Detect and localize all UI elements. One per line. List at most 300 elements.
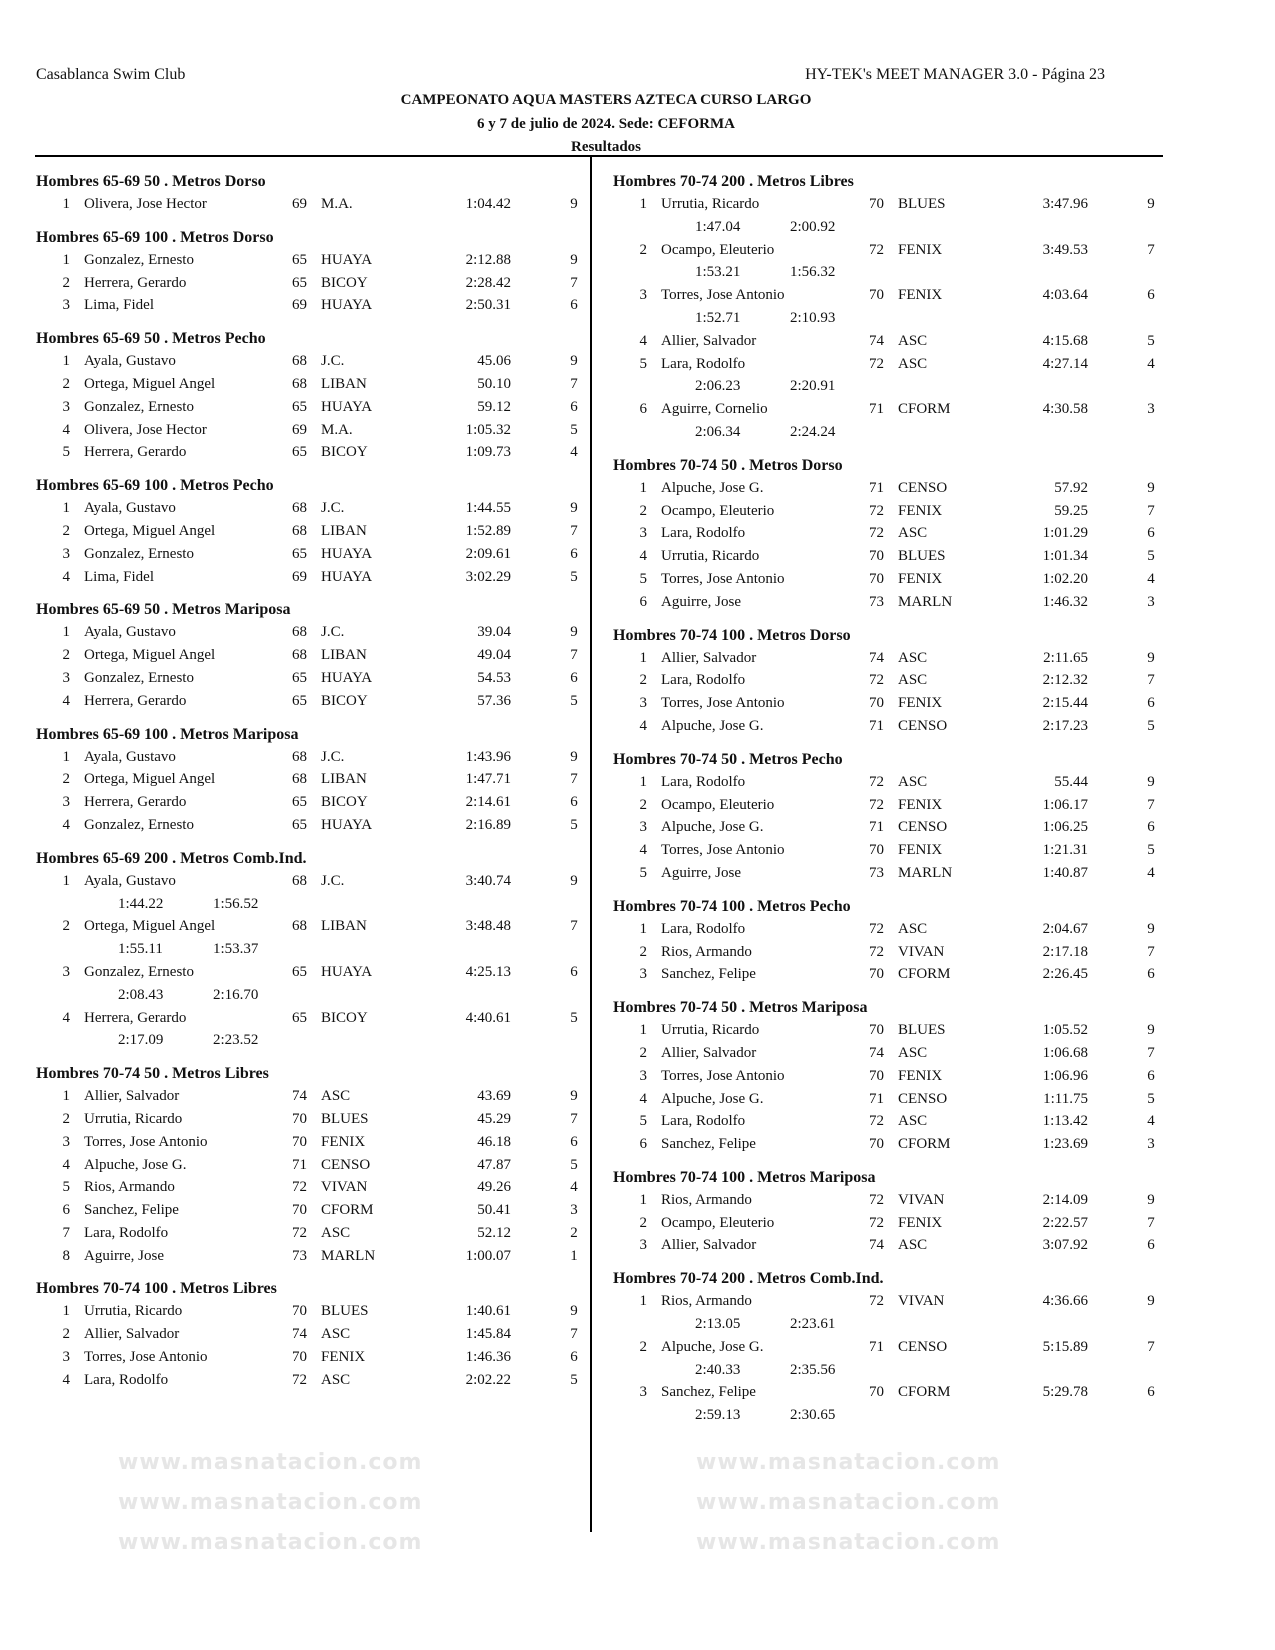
result-place: 3 bbox=[62, 794, 70, 811]
result-place: 5 bbox=[639, 1113, 647, 1130]
result-name: Ocampo, Eleuterio bbox=[661, 796, 775, 813]
split-time: 1:56.32 bbox=[790, 264, 836, 281]
result-name: Torres, Jose Antonio bbox=[661, 287, 785, 304]
result-points: 7 bbox=[570, 522, 578, 539]
result-name: Torres, Jose Antonio bbox=[661, 695, 785, 712]
result-row bbox=[36, 566, 576, 589]
result-team: FENIX bbox=[321, 1133, 366, 1150]
result-name: Allier, Salvador bbox=[661, 1237, 757, 1254]
result-team: CENSO bbox=[321, 1156, 371, 1173]
club-name: Casablanca Swim Club bbox=[36, 66, 186, 83]
result-row bbox=[613, 771, 1153, 794]
result-time: 2:26.45 bbox=[1042, 966, 1088, 983]
result-team: J.C. bbox=[321, 353, 345, 370]
result-team: BLUES bbox=[321, 1303, 369, 1320]
event-title: Hombres 65-69 50 . Metros Mariposa bbox=[36, 601, 291, 619]
result-time: 3:07.92 bbox=[1042, 1237, 1088, 1254]
split-row bbox=[613, 307, 1153, 330]
result-row bbox=[613, 1042, 1153, 1065]
result-team: FENIX bbox=[321, 1349, 366, 1366]
result-place: 2 bbox=[639, 502, 647, 519]
result-points: 9 bbox=[1147, 649, 1155, 666]
result-points: 9 bbox=[570, 196, 578, 212]
result-place: 5 bbox=[62, 1179, 70, 1196]
result-place: 1 bbox=[62, 196, 70, 212]
result-place: 3 bbox=[639, 695, 647, 712]
result-row bbox=[36, 1131, 576, 1154]
result-time: 57.36 bbox=[477, 692, 511, 709]
result-name: Torres, Jose Antonio bbox=[661, 842, 785, 859]
result-team: ASC bbox=[321, 1224, 351, 1241]
result-age: 72 bbox=[869, 773, 884, 790]
result-name: Sanchez, Felipe bbox=[84, 1202, 179, 1219]
result-row bbox=[613, 1189, 1153, 1212]
split-time: 2:00.92 bbox=[790, 218, 836, 235]
result-name: Urrutia, Ricardo bbox=[661, 548, 760, 565]
result-name: Lara, Rodolfo bbox=[661, 672, 746, 689]
result-name: Ortega, Miguel Angel bbox=[84, 375, 216, 392]
result-points: 7 bbox=[570, 918, 578, 935]
result-name: Ayala, Gustavo bbox=[84, 748, 176, 765]
result-place: 5 bbox=[639, 355, 647, 372]
result-row bbox=[36, 1007, 576, 1030]
result-team: CFORM bbox=[898, 1384, 951, 1401]
result-points: 6 bbox=[570, 297, 578, 314]
event-block bbox=[36, 1062, 576, 1267]
result-team: ASC bbox=[321, 1326, 351, 1343]
event-title: Hombres 70-74 50 . Metros Libres bbox=[36, 1065, 269, 1083]
result-points: 7 bbox=[1147, 502, 1155, 519]
result-age: 72 bbox=[292, 1179, 307, 1196]
result-team: J.C. bbox=[321, 500, 345, 517]
split-row bbox=[36, 938, 576, 961]
result-time: 4:30.58 bbox=[1042, 401, 1088, 418]
result-name: Herrera, Gerardo bbox=[84, 1009, 187, 1026]
result-place: 3 bbox=[639, 287, 647, 304]
watermark: www.masnatacion.com bbox=[118, 1490, 423, 1515]
result-place: 4 bbox=[62, 692, 70, 709]
result-points: 9 bbox=[1147, 1293, 1155, 1310]
result-team: BICOY bbox=[321, 1009, 368, 1026]
result-age: 72 bbox=[869, 1113, 884, 1130]
result-place: 1 bbox=[639, 196, 647, 212]
result-age: 65 bbox=[292, 963, 307, 980]
result-place: 6 bbox=[639, 401, 647, 418]
split-row bbox=[613, 1359, 1153, 1382]
result-time: 3:49.53 bbox=[1042, 241, 1088, 258]
result-team: ASC bbox=[898, 920, 928, 937]
result-name: Alpuche, Jose G. bbox=[661, 479, 764, 496]
result-time: 46.18 bbox=[477, 1133, 511, 1150]
result-points: 5 bbox=[570, 692, 578, 709]
result-time: 2:22.57 bbox=[1042, 1214, 1088, 1231]
result-time: 2:16.89 bbox=[465, 816, 511, 833]
result-time: 1:45.84 bbox=[465, 1326, 511, 1343]
result-time: 47.87 bbox=[477, 1156, 511, 1173]
result-name: Alpuche, Jose G. bbox=[661, 1338, 764, 1355]
result-team: BICOY bbox=[321, 794, 368, 811]
result-time: 4:40.61 bbox=[465, 1009, 511, 1026]
result-team: VIVAN bbox=[898, 1293, 945, 1310]
result-place: 1 bbox=[62, 500, 70, 517]
result-place: 2 bbox=[639, 1338, 647, 1355]
result-time: 52.12 bbox=[477, 1224, 511, 1241]
result-age: 68 bbox=[292, 771, 307, 788]
split-time: 2:30.65 bbox=[790, 1407, 836, 1424]
result-row bbox=[613, 284, 1153, 307]
split-row bbox=[613, 421, 1153, 444]
result-points: 7 bbox=[1147, 1044, 1155, 1061]
result-place: 1 bbox=[62, 872, 70, 889]
split-time: 2:20.91 bbox=[790, 378, 836, 395]
result-name: Torres, Jose Antonio bbox=[84, 1349, 208, 1366]
split-time: 2:24.24 bbox=[790, 423, 836, 440]
result-team: BICOY bbox=[321, 274, 368, 291]
result-place: 1 bbox=[639, 1191, 647, 1208]
column-divider bbox=[590, 157, 592, 1532]
result-place: 4 bbox=[62, 1156, 70, 1173]
result-points: 7 bbox=[570, 771, 578, 788]
result-time: 1:46.36 bbox=[465, 1349, 511, 1366]
event-block bbox=[613, 996, 1153, 1156]
result-name: Ayala, Gustavo bbox=[84, 624, 176, 641]
event-block bbox=[36, 847, 576, 1052]
result-age: 72 bbox=[869, 943, 884, 960]
result-name: Lara, Rodolfo bbox=[661, 920, 746, 937]
event-title: Hombres 65-69 200 . Metros Comb.Ind. bbox=[36, 849, 307, 867]
result-team: J.C. bbox=[321, 748, 345, 765]
result-place: 2 bbox=[62, 375, 70, 392]
event-block bbox=[613, 170, 1153, 444]
result-name: Lima, Fidel bbox=[84, 297, 154, 314]
result-age: 72 bbox=[869, 920, 884, 937]
result-age: 72 bbox=[869, 502, 884, 519]
split-time: 2:13.05 bbox=[695, 1316, 741, 1333]
result-row bbox=[36, 768, 576, 791]
result-time: 1:21.31 bbox=[1042, 842, 1088, 859]
result-place: 6 bbox=[62, 1202, 70, 1219]
result-points: 5 bbox=[570, 816, 578, 833]
result-name: Ayala, Gustavo bbox=[84, 872, 176, 889]
result-name: Herrera, Gerardo bbox=[84, 794, 187, 811]
result-row bbox=[613, 1019, 1153, 1042]
result-name: Ocampo, Eleuterio bbox=[661, 241, 775, 258]
result-team: LIBAN bbox=[321, 522, 367, 539]
result-age: 68 bbox=[292, 500, 307, 517]
result-age: 68 bbox=[292, 624, 307, 641]
result-team: LIBAN bbox=[321, 918, 367, 935]
result-row bbox=[36, 1346, 576, 1369]
result-place: 3 bbox=[639, 1237, 647, 1254]
event-title: Hombres 65-69 100 . Metros Pecho bbox=[36, 477, 274, 495]
result-place: 2 bbox=[639, 943, 647, 960]
result-row bbox=[613, 568, 1153, 591]
result-time: 1:05.52 bbox=[1042, 1022, 1088, 1039]
result-age: 71 bbox=[292, 1156, 307, 1173]
result-name: Lara, Rodolfo bbox=[661, 1113, 746, 1130]
result-age: 68 bbox=[292, 647, 307, 664]
result-name: Lara, Rodolfo bbox=[84, 1371, 169, 1388]
result-time: 49.04 bbox=[477, 647, 511, 664]
result-age: 72 bbox=[292, 1371, 307, 1388]
result-age: 72 bbox=[869, 355, 884, 372]
result-team: J.C. bbox=[321, 624, 345, 641]
result-name: Sanchez, Felipe bbox=[661, 966, 756, 983]
split-time: 1:52.71 bbox=[695, 309, 741, 326]
event-block bbox=[613, 1267, 1153, 1427]
result-row bbox=[36, 621, 576, 644]
result-name: Alpuche, Jose G. bbox=[661, 819, 764, 836]
result-row bbox=[613, 816, 1153, 839]
result-row bbox=[613, 1133, 1153, 1156]
split-row bbox=[613, 375, 1153, 398]
result-place: 1 bbox=[62, 353, 70, 370]
result-place: 4 bbox=[62, 1371, 70, 1388]
result-time: 4:27.14 bbox=[1042, 355, 1088, 372]
result-place: 3 bbox=[62, 297, 70, 314]
result-name: Aguirre, Cornelio bbox=[661, 401, 768, 418]
result-name: Allier, Salvador bbox=[661, 649, 757, 666]
result-points: 9 bbox=[570, 500, 578, 517]
result-time: 54.53 bbox=[477, 669, 511, 686]
result-row bbox=[36, 350, 576, 373]
result-row bbox=[613, 647, 1153, 670]
result-time: 1:46.32 bbox=[1042, 593, 1088, 610]
result-team: HUAYA bbox=[321, 251, 373, 268]
result-age: 65 bbox=[292, 398, 307, 415]
result-name: Gonzalez, Ernesto bbox=[84, 816, 194, 833]
event-title: Hombres 70-74 100 . Metros Mariposa bbox=[613, 1168, 876, 1186]
result-points: 4 bbox=[1147, 864, 1155, 881]
result-points: 7 bbox=[1147, 672, 1155, 689]
result-team: CFORM bbox=[321, 1202, 374, 1219]
result-points: 6 bbox=[570, 669, 578, 686]
result-time: 1:06.25 bbox=[1042, 819, 1088, 836]
result-row bbox=[613, 1336, 1153, 1359]
result-team: BICOY bbox=[321, 692, 368, 709]
split-row bbox=[613, 216, 1153, 239]
result-name: Rios, Armando bbox=[661, 943, 752, 960]
event-block bbox=[36, 474, 576, 588]
result-team: HUAYA bbox=[321, 297, 373, 314]
result-place: 1 bbox=[62, 1088, 70, 1105]
result-place: 1 bbox=[639, 1293, 647, 1310]
result-name: Olivera, Jose Hector bbox=[84, 196, 207, 212]
result-team: BICOY bbox=[321, 444, 368, 461]
result-age: 72 bbox=[869, 241, 884, 258]
result-age: 72 bbox=[869, 796, 884, 813]
result-place: 1 bbox=[62, 1303, 70, 1320]
result-points: 7 bbox=[1147, 796, 1155, 813]
result-team: HUAYA bbox=[321, 816, 373, 833]
result-row bbox=[36, 1369, 576, 1392]
result-team: ASC bbox=[898, 649, 928, 666]
result-time: 1:04.42 bbox=[465, 196, 511, 212]
result-points: 9 bbox=[570, 872, 578, 889]
watermark: www.masnatacion.com bbox=[696, 1490, 1001, 1515]
result-row bbox=[613, 1381, 1153, 1404]
result-team: VIVAN bbox=[898, 1191, 945, 1208]
result-team: MARLN bbox=[321, 1247, 376, 1264]
result-time: 4:36.66 bbox=[1042, 1293, 1088, 1310]
result-points: 4 bbox=[1147, 1113, 1155, 1130]
result-points: 9 bbox=[570, 251, 578, 268]
result-place: 4 bbox=[639, 1090, 647, 1107]
result-row bbox=[613, 715, 1153, 738]
result-name: Rios, Armando bbox=[84, 1179, 175, 1196]
result-time: 4:03.64 bbox=[1042, 287, 1088, 304]
result-team: BLUES bbox=[898, 1022, 946, 1039]
result-name: Allier, Salvador bbox=[84, 1326, 180, 1343]
result-name: Ortega, Miguel Angel bbox=[84, 647, 216, 664]
result-row bbox=[36, 1300, 576, 1323]
result-name: Alpuche, Jose G. bbox=[661, 717, 764, 734]
result-name: Olivera, Jose Hector bbox=[84, 421, 207, 438]
result-points: 6 bbox=[1147, 819, 1155, 836]
result-time: 57.92 bbox=[1054, 479, 1088, 496]
event-block bbox=[613, 748, 1153, 885]
result-place: 8 bbox=[62, 1247, 70, 1264]
result-time: 59.12 bbox=[477, 398, 511, 415]
split-time: 2:23.61 bbox=[790, 1316, 836, 1333]
meet-subtitle: 6 y 7 de julio de 2024. Sede: CEFORMA bbox=[477, 116, 735, 132]
result-row bbox=[36, 961, 576, 984]
result-points: 9 bbox=[1147, 479, 1155, 496]
result-points: 5 bbox=[570, 568, 578, 585]
split-row bbox=[613, 1404, 1153, 1427]
result-age: 73 bbox=[292, 1247, 307, 1264]
result-name: Aguirre, Jose bbox=[661, 593, 741, 610]
result-age: 69 bbox=[292, 568, 307, 585]
result-team: FENIX bbox=[898, 241, 943, 258]
result-place: 2 bbox=[62, 1110, 70, 1127]
result-time: 2:11.65 bbox=[1043, 649, 1088, 666]
result-name: Gonzalez, Ernesto bbox=[84, 963, 194, 980]
result-team: ASC bbox=[898, 672, 928, 689]
result-team: LIBAN bbox=[321, 771, 367, 788]
result-age: 71 bbox=[869, 401, 884, 418]
result-name: Lara, Rodolfo bbox=[661, 525, 746, 542]
split-time: 2:06.34 bbox=[695, 423, 741, 440]
result-name: Ocampo, Eleuterio bbox=[661, 502, 775, 519]
result-points: 1 bbox=[570, 1247, 578, 1264]
result-place: 1 bbox=[639, 649, 647, 666]
result-row bbox=[36, 644, 576, 667]
result-age: 69 bbox=[292, 297, 307, 314]
result-points: 4 bbox=[1147, 355, 1155, 372]
result-time: 3:48.48 bbox=[465, 918, 511, 935]
result-name: Alpuche, Jose G. bbox=[84, 1156, 187, 1173]
result-place: 5 bbox=[639, 570, 647, 587]
result-team: MARLN bbox=[898, 864, 953, 881]
result-name: Ortega, Miguel Angel bbox=[84, 918, 216, 935]
result-age: 70 bbox=[869, 1022, 884, 1039]
split-time: 1:55.11 bbox=[118, 941, 163, 958]
split-time: 1:44.22 bbox=[118, 895, 164, 912]
result-points: 7 bbox=[570, 1110, 578, 1127]
event-block bbox=[36, 598, 576, 712]
watermark: www.masnatacion.com bbox=[696, 1530, 1001, 1555]
result-team: ASC bbox=[898, 525, 928, 542]
result-place: 2 bbox=[639, 1214, 647, 1231]
result-row bbox=[613, 477, 1153, 500]
result-points: 9 bbox=[1147, 773, 1155, 790]
right-column bbox=[613, 170, 1153, 1437]
result-row bbox=[613, 918, 1153, 941]
event-block bbox=[36, 327, 576, 464]
result-name: Rios, Armando bbox=[661, 1293, 752, 1310]
result-name: Gonzalez, Ernesto bbox=[84, 545, 194, 562]
result-row bbox=[613, 193, 1153, 216]
event-title: Hombres 65-69 100 . Metros Mariposa bbox=[36, 725, 299, 743]
result-time: 59.25 bbox=[1054, 502, 1088, 519]
result-row bbox=[613, 1212, 1153, 1235]
result-points: 6 bbox=[1147, 695, 1155, 712]
split-time: 2:59.13 bbox=[695, 1407, 741, 1424]
result-place: 2 bbox=[62, 771, 70, 788]
split-time: 1:53.37 bbox=[213, 941, 259, 958]
result-points: 6 bbox=[570, 963, 578, 980]
result-team: CENSO bbox=[898, 1338, 948, 1355]
result-name: Herrera, Gerardo bbox=[84, 274, 187, 291]
result-points: 7 bbox=[570, 1326, 578, 1343]
result-time: 1:09.73 bbox=[465, 444, 511, 461]
result-points: 6 bbox=[570, 398, 578, 415]
result-points: 2 bbox=[570, 1224, 578, 1241]
result-age: 72 bbox=[869, 1191, 884, 1208]
result-time: 1:01.29 bbox=[1042, 525, 1088, 542]
header-divider bbox=[35, 155, 1163, 157]
result-name: Sanchez, Felipe bbox=[661, 1384, 756, 1401]
result-place: 3 bbox=[62, 545, 70, 562]
result-team: CENSO bbox=[898, 1090, 948, 1107]
result-team: ASC bbox=[898, 773, 928, 790]
result-place: 3 bbox=[639, 1067, 647, 1084]
result-row bbox=[613, 239, 1153, 262]
result-points: 9 bbox=[570, 353, 578, 370]
result-team: VIVAN bbox=[321, 1179, 368, 1196]
event-block bbox=[613, 1166, 1153, 1257]
result-place: 4 bbox=[62, 816, 70, 833]
result-time: 4:15.68 bbox=[1042, 332, 1088, 349]
result-name: Torres, Jose Antonio bbox=[661, 570, 785, 587]
result-points: 9 bbox=[570, 1303, 578, 1320]
result-team: FENIX bbox=[898, 695, 943, 712]
event-title: Hombres 70-74 100 . Metros Pecho bbox=[613, 897, 851, 915]
result-row bbox=[613, 941, 1153, 964]
result-time: 2:12.88 bbox=[465, 251, 511, 268]
result-time: 2:50.31 bbox=[465, 297, 511, 314]
result-team: VIVAN bbox=[898, 943, 945, 960]
result-time: 1:40.87 bbox=[1042, 864, 1088, 881]
result-time: 1:02.20 bbox=[1042, 570, 1088, 587]
result-team: FENIX bbox=[898, 287, 943, 304]
result-time: 1:43.96 bbox=[465, 748, 511, 765]
result-team: M.A. bbox=[321, 196, 353, 212]
result-age: 65 bbox=[292, 794, 307, 811]
result-points: 5 bbox=[1147, 842, 1155, 859]
result-age: 70 bbox=[869, 570, 884, 587]
split-time: 2:23.52 bbox=[213, 1032, 259, 1049]
result-place: 1 bbox=[639, 920, 647, 937]
result-name: Ayala, Gustavo bbox=[84, 353, 176, 370]
result-row bbox=[613, 1065, 1153, 1088]
result-points: 6 bbox=[1147, 1384, 1155, 1401]
result-age: 65 bbox=[292, 274, 307, 291]
result-time: 5:29.78 bbox=[1042, 1384, 1088, 1401]
result-age: 68 bbox=[292, 375, 307, 392]
split-time: 1:47.04 bbox=[695, 218, 741, 235]
